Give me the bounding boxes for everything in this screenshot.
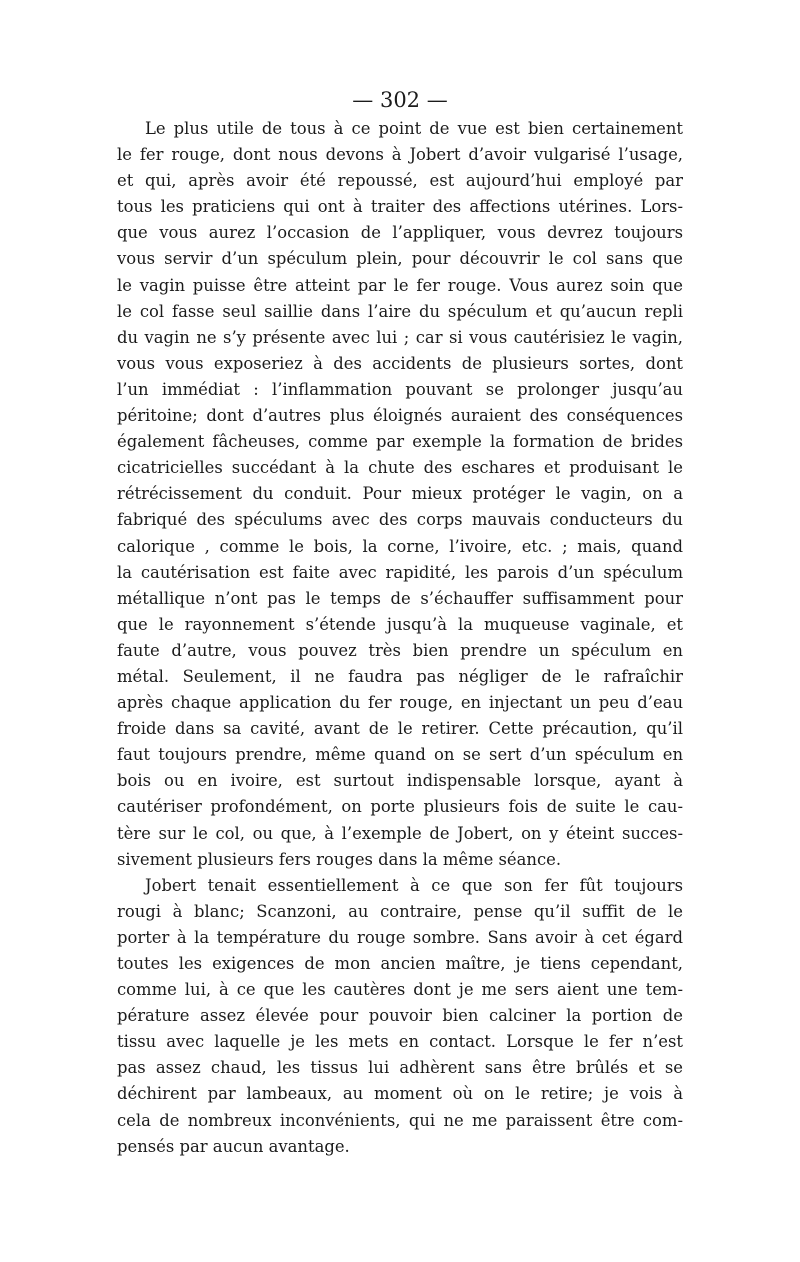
page-number: — 302 — — [352, 88, 448, 112]
body-text — [117, 116, 683, 1160]
text-line: cicatricielles succédant à la chute des eschares et produisant le — [117, 458, 683, 478]
text-line: pensés par aucun avantage. — [117, 1136, 350, 1156]
text-line: Le plus utile de tous à ce point de vue est bien certainement — [145, 119, 683, 138]
text-line: faute d’autre, vous pouvez très bien prendre un spéculum en — [117, 640, 683, 660]
text-line: pas assez chaud, les tissus lui adhèrent sans être brûlés et se — [117, 1058, 683, 1078]
text-line: rougi à blanc; Scanzoni, au contraire, pense qu’il suffit de le — [117, 901, 683, 921]
text-line: sivement plusieurs fers rouges dans la même séance. — [117, 849, 562, 869]
text-line: que vous aurez l’occasion de l’appliquer, vous devrez toujours — [117, 223, 683, 243]
text-line: rétrécissement du conduit. Pour mieux protéger le vagin, on a — [117, 484, 683, 504]
text-line: fabriqué des spéculums avec des corps mauvais conducteurs du — [117, 510, 683, 530]
text-line: faut toujours prendre, même quand on se sert d’un spéculum en — [117, 745, 683, 765]
paragraph-2 — [117, 873, 683, 1160]
text-line: péritoine; dont d’autres plus éloignés auraient des conséquences — [117, 406, 683, 426]
text-line: vous servir d’un spéculum plein, pour découvrir le col sans que — [117, 249, 683, 269]
text-line: déchirent par lambeaux, au moment où on le retire; je vois à — [117, 1084, 683, 1104]
text-line: le col fasse seul saillie dans l’aire du spéculum et qu’aucun repli — [117, 301, 683, 321]
text-line: bois ou en ivoire, est surtout indispensable lorsque, ayant à — [117, 771, 683, 791]
text-line: métallique n’ont pas le temps de s’échauffer suffisamment pour — [117, 588, 683, 608]
paragraph-1 — [117, 116, 683, 873]
text-line: Jobert tenait essentiellement à ce que son fer fût toujours — [145, 875, 683, 895]
text-line: cautériser profondément, on porte plusieurs fois de suite le cau- — [117, 797, 683, 817]
text-line: l’un immédiat : l’inflammation pouvant se prolonger jusqu’au — [117, 379, 683, 399]
text-line: cela de nombreux inconvénients, qui ne me paraissent être com- — [117, 1110, 683, 1130]
text-line: et qui, après avoir été repoussé, est aujourd’hui employé par — [117, 171, 683, 191]
text-line: toutes les exigences de mon ancien maître, je tiens cependant, — [117, 954, 683, 973]
text-line: tère sur le col, ou que, à l’exemple de Jobert, on y éteint succes- — [117, 823, 683, 843]
book-page — [117, 84, 683, 1160]
text-line: également fâcheuses, comme par exemple la formation de brides — [117, 432, 683, 452]
text-line: pérature assez élevée pour pouvoir bien calciner la portion de — [117, 1006, 683, 1026]
text-line: porter à la température du rouge sombre. Sans avoir à cet égard — [117, 927, 683, 947]
text-line: froide dans sa cavité, avant de le retirer. Cette précaution, qu’il — [117, 719, 683, 739]
text-line: le fer rouge, dont nous devons à Jobert d’avoir vulgarisé l’usage, — [117, 145, 683, 165]
text-line: tissu avec laquelle je les mets en contact. Lorsque le fer n’est — [117, 1032, 683, 1052]
text-line: le vagin puisse être atteint par le fer rouge. Vous aurez soin que — [117, 275, 683, 295]
text-line: vous vous exposeriez à des accidents de plusieurs sortes, dont — [117, 353, 683, 373]
text-line: tous les praticiens qui ont à traiter des affections utérines. Lors- — [117, 197, 683, 217]
text-line: que le rayonnement s’étende jusqu’à la muqueuse vaginale, et — [117, 614, 683, 634]
text-line: calorique , comme le bois, la corne, l’ivoire, etc. ; mais, quand — [117, 536, 683, 556]
text-line: après chaque application du fer rouge, en injectant un peu d’eau — [117, 693, 683, 713]
text-line: du vagin ne s’y présente avec lui ; car si vous cautérisiez le vagin, — [117, 327, 683, 347]
text-line: comme lui, à ce que les cautères dont je me sers aient une tem- — [117, 980, 683, 1000]
text-line: métal. Seulement, il ne faudra pas négliger de le rafraîchir — [117, 666, 683, 686]
text-line: la cautérisation est faite avec rapidité, les parois d’un spéculum — [117, 562, 683, 582]
